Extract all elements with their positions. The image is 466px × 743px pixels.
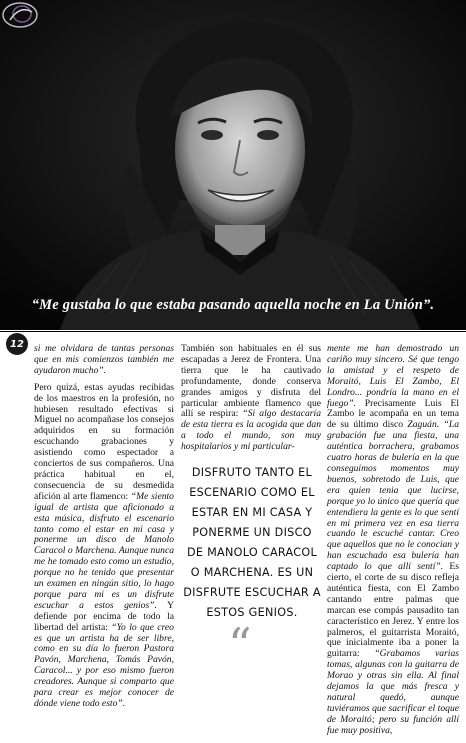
col1-italic-1: si me olvidara de tantas personas que en mis comienzos también me ayudaron mucho”. [34,343,174,376]
col1-text-3: Y defiende por encima de todo la libertad del artista: [34,599,175,633]
portrait-illustration [0,0,466,330]
col1-italic-3: “Yo lo que creo es que un artista ha de ser libre, como en su día lo fueron Pastora Pavón, Marchena, Tomás Pavón, Caracol... y por eso mismo fueron creadores. Aunque si comparto que para crear es mejor conocer de dónde viene todo esto”. [34,621,174,709]
quote-mark-icon: “ [228,618,252,672]
magazine-logo-icon [0,0,40,30]
col3-italic-2: Zaguán. “La grabación fue una fiesta, una auténtica borrachera, grabamos cuatro horas de bulería en la que conseguimos momentos muy buenos, sobretodo de Luis, que era quien tenia que lucirse, porque yo lo único que quería que entendiera la gente es lo que sentí en mi primera vez en esa tierra cuando le escuché cantar. Creo que aquellos que no le conocian y han escuchado esa bulería han captado lo que allí sentí”. [327,419,459,573]
col3-italic-1: mente me han demostrado un cariño muy sincero. Sé que tengo la amistad y el respeto de Moraitó, Luis El Zambo, El Londro... pondría la mano en el fuego”. [327,343,459,409]
col3-text-2: Es cierto, el corte de su disco refleja auténtica fiesta, con El Zambo cantando entre palmas que marcan ese compás pausadito tan característico en Jerez. Y entre los palmeros, el guitarrista Moraitó, que inicialmente iba a poner la guitarra: [327,561,459,660]
divider [0,331,466,332]
col2-italic-1: “Si algo destacaría de esta tierra es la acogida que dan a todo el mundo, son muy hospitalarios y mi particular- [181,408,321,453]
col2-text-1: También son habituales en él sus escapadas a Jerez de Frontera. Una tierra que le ha cautivado profundamente, donde conserva grandes amigos y disfruta del particular ambiente flamenco que allí se respira: [181,343,321,420]
text-column-3 [327,344,459,743]
pull-quote: DISFRUTO TANTO EL ESCENARIO COMO EL ESTAR EN MI CASA Y PONERME UN DISCO DE MANOLO CARACOL O MARCHENA. ES UN DISFRUTE ESCUCHAR A ESTOS GENIOS. [183,466,321,619]
col1-italic-2: “Me siento igual de artista que aficionado a esta música, disfruto el escenario tanto como el estar en mi casa y ponerme un disco de Manolo Caracol o Marchena. Aunque nunca me he tomado esto como un estudio, porque no he tenido que presentar un examen en ningún sitio, lo hago porque para mi es un disfrute escuchar a estos genios”. [34,490,174,611]
text-column-1 [34,344,174,716]
col3-text-1: Precisamente Luis El Zambo le acompaña en un tema de su último disco [327,397,459,431]
col1-paragraph-2 [34,383,174,710]
portrait-photo [0,0,466,330]
banner-quote: “Me gustaba lo que estaba pasando aquella noche en La Unión”. [31,297,435,313]
text-column-2 [181,344,321,459]
col3-italic-3: “Grabamos varias tomas, algunas con la guitarra de Morao y otras sin ella. Al final dejamos la que más fresca y natural quedó, aunque tuviéramos que sacrificar el toque de Moraitó; pero su función allí fue muy positiva, [327,648,459,736]
col1-text-2: Pero quizá, estas ayudas recibidas de los maestros en la profesión, no hubiesen resultado efectivas si Miguel no acompañase los consejos adquiridos en su formación escuchando grabaciones y asistiendo como espectador a conciertos de sus compañeros. Una práctica habitual en el, consecuencia de su desmedida afición al arte flamenco: [34,381,174,502]
page-number-badge: 12 [6,333,28,355]
